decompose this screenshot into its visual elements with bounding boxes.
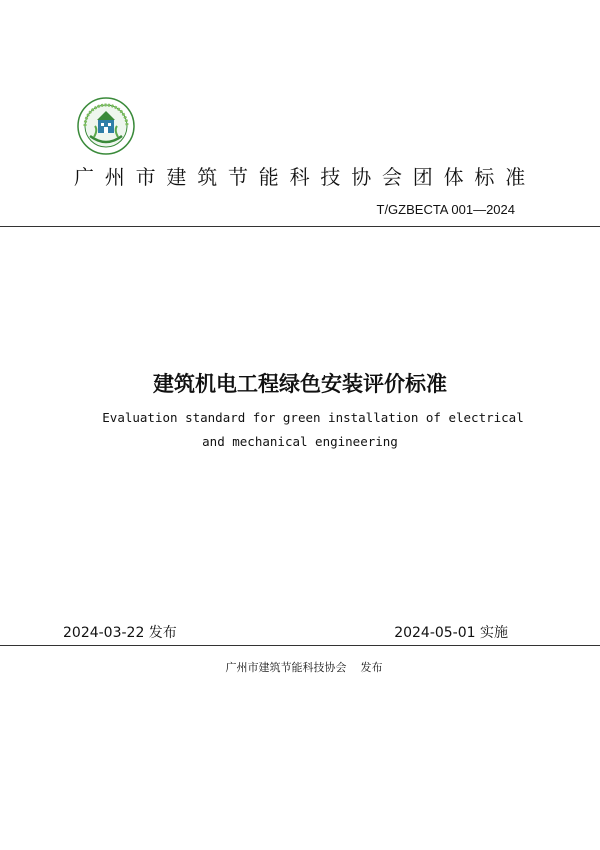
document-title-en-line1: Evaluation standard for green installation of electrical	[102, 410, 524, 425]
issue-date: 2024-03-22 发布	[63, 625, 177, 641]
document-title-cn: 建筑机电工程绿色安装评价标准	[153, 372, 447, 396]
bottom-divider	[0, 645, 600, 646]
association-logo	[76, 96, 136, 156]
publisher: 广州市建筑节能科技协会 发布	[225, 661, 383, 674]
top-divider	[0, 226, 600, 227]
standard-code: T/GZBECTA 001—2024	[376, 202, 515, 217]
implementation-date: 2024-05-01 实施	[394, 625, 508, 641]
document-title-en-line2: and mechanical engineering	[202, 434, 398, 449]
association-seal-logo-icon	[76, 96, 136, 156]
org-title: 广州市建筑节能科技协会团体标准	[74, 165, 536, 189]
